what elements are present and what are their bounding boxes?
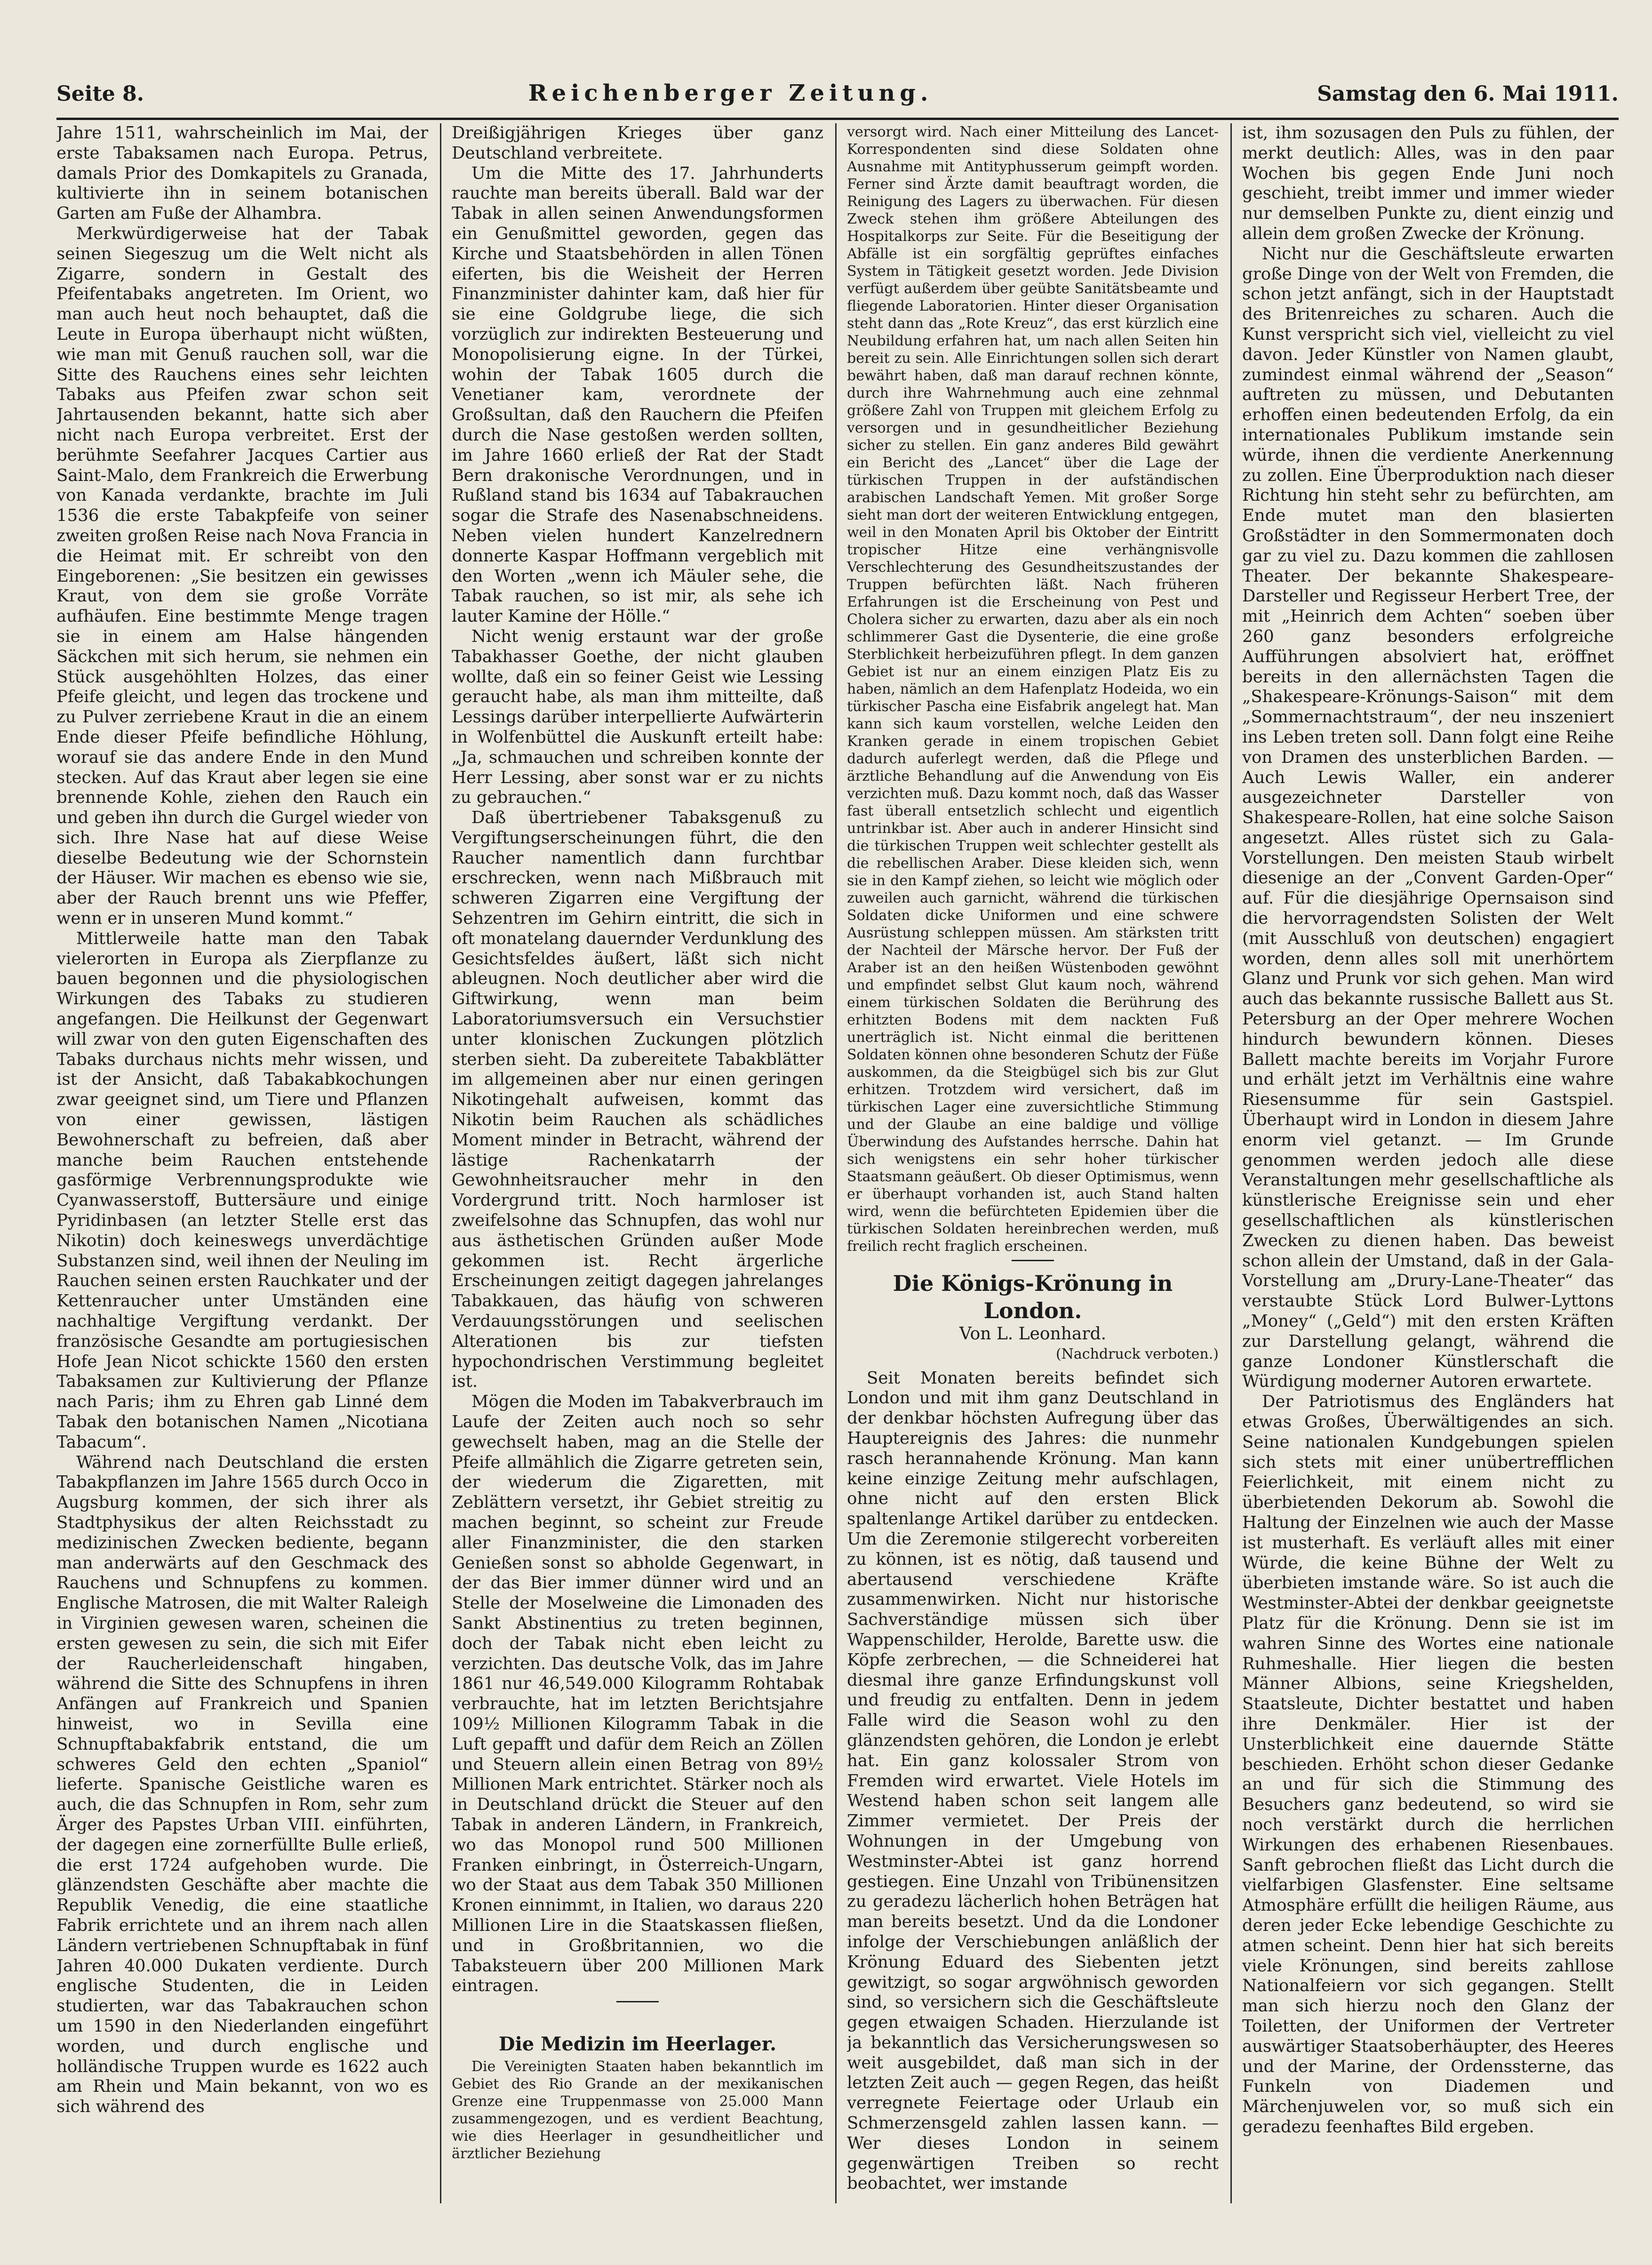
column-2 (452, 123, 823, 2203)
paragraph: Nicht wenig erstaunt war der große Tabakhasser Goethe, der nicht glauben wollte, daß ein so feiner Geist wie Lessing geraucht habe, als man ihm mitteilte, daß Lessings darüber interpellierte Aufwärterin in Wolfenbüttel die Auskunft erteilt habe: „Ja, schmauchen und schreiben konnte der Herr Lessing, aber sonst war er zu nichts zu gebrauchen.“ (452, 626, 823, 808)
page-number: Seite 8. (56, 82, 144, 106)
column-3 (847, 123, 1219, 2203)
paragraph: Merkwürdigerweise hat der Tabak seinen Siegeszug um die Welt nicht als Zigarre, sondern in Gestalt des Pfeifentabaks angetreten. Im Orient, wo man auch heut noch behauptet, daß die Leute in Europa überhaupt nicht wüßten, wie man mit Genuß rauchen soll, war die Sitte des Rauchens eines sehr leichten Tabaks aus Pfeifen zwar schon seit Jahrtausenden bekannt, hatte sich aber nicht nach Europa verbreitet. Erst der berühmte Seefahrer Jacques Cartier aus Saint-Malo, dem Frankreich die Erwerbung von Kanada verdankte, brachte im Juli 1536 die erste Tabakpfeife von seiner zweiten großen Reise nach Nova Francia in die Heimat mit. Er schreibt von den Eingeborenen: „Sie besitzen ein gewisses Kraut, von dem sie große Vorräte aufhäufen. Eine bestimmte Menge tragen sie in einem am Halse hängenden Säckchen mit sich herum, sie nehmen ein Stück ausgehöhlten Holzes, das einer Pfeife gleicht, und legen das trockene und zu Pulver zerriebene Kraut in die an einem Ende dieser Pfeife befindliche Höhlung, worauf sie das andere Ende in den Mund stecken. Auf das Kraut aber legen sie eine brennende Kohle, ziehen den Rauch ein und geben ihn durch die Gurgel wieder von sich. Ihre Nase hat auf diese Weise dieselbe Bedeutung wie der Schornstein der Häuser. Wir machen es ebenso wie sie, aber der Rauch brennt uns wie Pfeffer, wenn er in unseren Mund kommt.“ (56, 224, 428, 928)
paragraph: Dreißigjährigen Krieges über ganz Deutschland verbreitete. (452, 123, 823, 163)
header-rule (56, 118, 1619, 120)
column-divider (835, 123, 837, 2203)
paragraph: Seit Monaten bereits befindet sich London und mit ihm ganz Deutschland in der denkbar höchsten Aufregung über das Hauptereignis des Jahres: die nunmehr rasch herannahende Krönung. Man kann keine einzige Zeitung mehr aufschlagen, ohne nicht auf den ersten Blick spaltenlange Artikel darüber zu entdecken. Um die Zeremonie stilgerecht vorbereiten zu können, ist es nötig, daß tausend und abertausend verschiedene Kräfte zusammenwirken. Nicht nur historische Sachverständige müssen sich über Wappenschilder, Herolde, Barette usw. die Köpfe zerbrechen, — die Schneiderei hat diesmal ihre ganze Erfindungskunst voll und freudig zu entfalten. Denn in jedem Falle wird die Season wohl zu den glänzendsten gehören, die London je erlebt hat. Ein ganz kolossaler Strom von Fremden wird erwartet. Viele Hotels im Westend haben schon seit langem alle Zimmer vermietet. Der Preis der Wohnungen in der Umgebung von Westminster-Abtei ist ganz horrend gestiegen. Eine Unzahl von Tribünensitzen zu geradezu lächerlich hohen Beträgen hat man bereits besetzt. Und da die Londoner infolge der Verschiebungen anläßlich der Krönung Eduard des Siebenten jetzt gewitzigt, so sogar argwöhnisch geworden sind, so versichern sich die Geschäftsleute gegen etwaigen Schaden. Hierzulande ist ja bekanntlich das Versicherungswesen so weit ausgebildet, daß man sich in der letzten Zeit auch — gegen Regen, das heißt verregnete Feiertage oder Urlaub ein Schmerzensgeld zahlen lassen kann. — Wer dieses London in seinem gegenwärtigen Treiben so recht beobachtet, wer imstande (847, 1368, 1219, 2193)
article-byline: Von L. Leonhard. (959, 1324, 1107, 1344)
section-rule (616, 2001, 659, 2002)
newspaper-title: Reichenberger Zeitung. (528, 80, 933, 106)
paragraph: Daß übertriebener Tabaksgenuß zu Vergiftungserscheinungen führt, die den Raucher namentlich dann furchtbar erschrecken, wenn nach Mißbrauch mit schweren Zigarren eine Vergiftung der Sehzentren im Gehirn eintritt, die sich in oft monatelang dauernder Verdunklung des Gesichtsfeldes äußert, läßt sich nicht ableugnen. Noch deutlicher aber wird die Giftwirkung, wenn man beim Laboratoriumsversuch ein Versuchstier unter klonischen Zuckungen plötzlich sterben sieht. Da zubereitete Tabakblätter im allgemeinen aber nur einen geringen Nikotingehalt aufweisen, kommt das Nikotin beim Rauchen als schädliches Moment minder in Betracht, während der lästige Rachenkatarrh der Gewohnheitsraucher mehr in den Vordergrund tritt. Noch harmloser ist zweifelsohne das Schnupfen, das wohl nur aus ästhetischen Gründen außer Mode gekommen ist. Recht ärgerliche Erscheinungen zeitigt dagegen jahrelanges Tabakkauen, das häufig von schweren Verdauungsstörungen und seelischen Alterationen bis zur tiefsten hypochondrischen Verstimmung begleitet ist. (452, 808, 823, 1392)
column-divider (440, 123, 441, 2203)
reprint-note: (Nachdruck verboten.) (1055, 1345, 1219, 1362)
paragraph: Jahre 1511, wahrscheinlich im Mai, der erste Tabaksamen nach Europa. Petrus, damals Prior des Domkapitels zu Granada, kultivierte ihn in seinem botanischen Garten am Fuße der Alhambra. (56, 123, 428, 224)
paragraph: Um die Mitte des 17. Jahrhunderts rauchte man bereits überall. Bald war der Tabak in allen seinen Anwendungsformen ein Genußmittel geworden, gegen das Kirche und Staatsbehörden in allen Tönen eiferten, bis die Weisheit der Herren Finanzminister dahinter kam, daß hier für sie eine Goldgrube liege, die sich vorzüglich zur indirekten Besteuerung und Monopolisierung eigne. In der Türkei, wohin der Tabak 1605 durch die Venetianer kam, verordnete der Großsultan, daß den Rauchern die Pfeifen durch die Nase gestoßen werden sollten, im Jahre 1660 erließ der Rat der Stadt Bern drakonische Verordnungen, und in Rußland stand bis 1634 auf Tabakrauchen sogar die Strafe des Nasenabschneidens. Neben vielen hundert Kanzelrednern donnerte Kaspar Hoffmann vergeblich mit den Worten „wenn ich Mäuler sehe, die Tabak rauchen, so ist mir, als sehe ich lauter Kamine der Hölle.“ (452, 163, 823, 626)
paragraph: Mittlerweile hatte man den Tabak vielerorten in Europa als Zierpflanze zu bauen begonnen und die physiologischen Wirkungen des Tabaks zu studieren angefangen. Die Heilkunst der Gegenwart will zwar von den guten Eigenschaften des Tabaks durchaus nichts mehr wissen, und ist der Ansicht, daß Tabakabkochungen zwar geeignet sind, um Tiere und Pflanzen von einer gewissen, lästigen Bewohnerschaft zu befreien, daß aber manche beim Rauchen entstehende gasförmige Verbrennungsprodukte wie Cyanwasserstoff, Buttersäure und einige Pyridinbasen (an letzter Stelle erst das Nikotin) doch keineswegs unverdächtige Substanzen sind, weil ihnen der Neuling im Rauchen seinen ersten Rauchkater und der Kettenraucher unter Umständen eine nachhaltige Vergiftung verdankt. Der französische Gesandte am portugiesischen Hofe Jean Nicot schickte 1560 den ersten Tabaksamen zur Kultivierung der Pflanze nach Paris; ihm zu Ehren gab Linné dem Tabak den botanischen Namen „Nicotiana Tabacum“. (56, 928, 428, 1452)
column-divider (1230, 123, 1232, 2203)
issue-date: Samstag den 6. Mai 1911. (1317, 82, 1619, 106)
paragraph: Der Patriotismus des Engländers hat etwas Großes, Überwältigendes an sich. Seine nationalen Kundgebungen spielen sich stets mit einer unübertrefflichen Feierlichkeit, mit einem nicht zu überbietenden Dekorum ab. Sowohl die Haltung der Einzelnen wie auch der Masse ist musterhaft. Es verläuft alles mit einer Würde, die keine Bühne der Welt zu überbieten imstande wäre. So ist auch die Westminster-Abtei der denkbar geeignetste Platz für die Krönung. Denn sie ist im wahren Sinne des Wortes eine nationale Ruhmeshalle. Hier liegen die besten Männer Albions, seine Kriegshelden, Staatsleute, Dichter bestattet und haben ihre Denkmäler. Hier ist der Unsterblichkeit eine dauernde Stätte beschieden. Erhöht schon dieser Gedanke an und für sich die Stimmung des Besuchers ganz bedeutend, so wird sie noch verstärkt durch die herrlichen Wirkungen des erhabenen Riesenbaues. Sanft gebrochen fließt das Licht durch die vielfarbigen Glasfenster. Eine seltsame Atmosphäre erfüllt die heiligen Räume, aus deren jeder Ecke lebendige Geschichte zu atmen scheint. Denn hier hat sich bereits viele Krönungen, sind bereits zahllose Nationalfeiern vor sich gegangen. Stellt man sich hierzu noch den Glanz der Toiletten, der Uniformen der Vertreter auswärtiger Staatsoberhäupter, des Heeres und der Marine, der Ordenssterne, das Funkeln von Diademen und Märchenjuwelen vor, so muß sich ein geradezu feenhaftes Bild ergeben. (1242, 1392, 1614, 2137)
article-heading-medicine: Die Medizin im Heerlager. (498, 2033, 777, 2056)
article-heading-coronation: Die Königs-Krönung in London. (893, 1271, 1173, 1323)
page-header (56, 80, 1619, 113)
paragraph: Nicht nur die Geschäftsleute erwarten große Dinge von der Welt von Fremden, die schon jetzt anfängt, sich in der Hauptstadt des Britenreiches zu scharen. Auch die Kunst verspricht sich viel, vielleicht zu viel davon. Jeder Künstler von Namen glaubt, zumindest einmal während der „Season“ auftreten zu müssen, und Debutanten erhoffen einen bedeutenden Erfolg, da ein internationales Publikum imstande sein würde, ihnen die verdiente Anerkennung zu zollen. Eine Überproduktion nach dieser Richtung hin steht sehr zu befürchten, am Ende mutet man den blasierten Großstädter in den Sommermonaten doch gar zu viel zu. Dazu kommen die zahllosen Theater. Der bekannte Shakespeare-Darsteller und Regisseur Herbert Tree, der mit „Heinrich dem Achten“ soeben über 260 ganz besonders erfolgreiche Aufführungen absolviert hat, eröffnet bereits in den allernächsten Tagen die „Shakespeare-Krönungs-Saison“ mit dem „Sommernachtstraum“, der neu inszeniert ins Leben treten soll. Dann folgt eine Reihe von Dramen des unsterblichen Barden. — Auch Lewis Waller, ein anderer ausgezeichneter Darsteller von Shakespeare-Rollen, hat eine solche Saison angesetzt. Alles rüstet sich zu Gala-Vorstellungen. Den meisten Staub wirbelt diesenige an der „Convent Garden-Oper“ auf. Für die diesjährige Opernsaison sind die hervorragendsten Solisten der Welt (mit Ausschluß von deutschen) engagiert worden, denn alles soll mit unerhörtem Glanz und Prunk vor sich gehen. Man wird auch das bekannte russische Ballett aus St. Petersburg an der Oper mehrere Wochen hindurch bewundern können. Dieses Ballett machte bereits im Vorjahr Furore und erhält jetzt im Verhältnis eine wahre Riesensumme für sein Gastspiel. Überhaupt wird in London in diesem Jahre enorm viel getanzt. — Im Grunde genommen werden jedoch alle diese Veranstaltungen mehr gesellschaftliche als künstlerische Ereignisse sein und eher gesellschaftlichen als künstlerischen Zwecken zu dienen haben. Das beweist schon allein der Umstand, daß in der Gala-Vorstellung am „Drury-Lane-Theater“ das verstaubte Stück Lord Bulwer-Lyttons „Money“ („Geld“) mit den ersten Kräften zur Darstellung gelangt, während die ganze Londoner Künstlerschaft die Würdigung moderner Autoren erwartete. (1242, 244, 1614, 1392)
paragraph: versorgt wird. Nach einer Mitteilung des Lancet-Korrespondenten sind diese Soldaten ohne Ausnahme mit Antityphusserum geimpft worden. Ferner sind Ärzte damit beauftragt worden, die Reinigung des Lagers zu überwachen. Für diesen Zweck stehen ihm größere Abteilungen des Hospitalkorps zur Seite. Für die Beseitigung der Abfälle ist ein sorgfältig geprüftes einfaches System in Tätigkeit gesetzt worden. Jede Division verfügt außerdem über geübte Sanitätsbeamte und fliegende Laboratorien. Hinter dieser Organisation steht dann das „Rote Kreuz“, das erst kürzlich eine Neubildung erfahren hat, um nach allen Seiten hin bereit zu sein. Alle Einrichtungen sollen sich derart bewährt haben, daß man darauf rechnen könnte, durch ihre Wahrnehmung auch eine zehnmal größere Zahl von Truppen mit gleichem Erfolg zu versorgen und in gesundheitlicher Beziehung sicher zu stellen. Ein ganz anderes Bild gewährt ein Bericht des „Lancet“ über die Lage der türkischen Truppen in der aufständischen arabischen Landschaft Yemen. Mit großer Sorge sieht man dort der weiteren Entwicklung entgegen, weil in den Monaten April bis Oktober der Eintritt tropischer Hitze eine verhängnisvolle Verschlechterung des Gesundheitszustandes der Truppen befürchten läßt. Nach früheren Erfahrungen ist die Erscheinung von Pest und Cholera sicher zu erwarten, dazu aber als ein noch schlimmerer Gast die Dysenterie, die eine große Sterblichkeit herbeizuführen pflegt. In dem ganzen Gebiet ist nur an einem einzigen Platz Eis zu haben, nämlich an dem Hafenplatz Hodeida, wo ein türkischer Pascha eine Eisfabrik angelegt hat. Man kann sich kaum vorstellen, welche Leiden den Kranken gerade in einem tropischen Gebiet dadurch auferlegt werden, daß die Pflege und ärztliche Behandlung auf die Anwendung von Eis verzichten muß. Dazu kommt noch, daß das Wasser fast überall entsetzlich schlecht und eigentlich untrinkbar ist. Aber auch in anderer Hinsicht sind die türkischen Truppen weit schlechter gestellt als die rebellischen Araber. Diese kleiden sich, wenn sie in den Kampf ziehen, so leicht wie möglich oder zuweilen auch garnicht, während die türkischen Soldaten dicke Uniformen und eine schwere Ausrüstung schleppen müssen. Am stärksten tritt der Nachteil der Märsche hervor. Der Fuß der Araber ist an den heißen Wüstenboden gewöhnt und empfindet selbst Glut kaum noch, während einem türkischen Soldaten die Berührung des erhitzten Bodens mit dem nackten Fuß unerträglich ist. Nicht einmal die berittenen Soldaten können ohne besonderen Schutz der Füße auskommen, da die Steigbügel sich bis zur Glut erhitzen. Trotzdem wird versichert, daß im türkischen Lager eine zuversichtliche Stimmung und der Glaube an eine baldige und völlige Überwindung des Aufstandes herrsche. Dahin hat sich wenigstens ein sehr hoher türkischer Staatsmann geäußert. Ob dieser Optimismus, wenn er überhaupt vorhanden ist, auch Stand halten wird, wenn die befürchteten Epidemien über die türkischen Soldaten hereinbrechen werden, muß freilich recht fraglich erscheinen. (847, 124, 1219, 1255)
paragraph: Mögen die Moden im Tabakverbrauch im Laufe der Zeiten auch noch so sehr gewechselt haben, mag an die Stelle der Pfeife allmählich die Zigarre getreten sein, der wiederum die Zigaretten, mit Zeblättern versetzt, ihr Gebiet streitig zu machen beginnt, so scheint zur Freude aller Finanzminister, die den starken Genießen sonst so abholde Gegenwart, in der das Bier immer dünner wird und an Stelle der Moselweine die Limonaden des Sankt Abstinentius zu treten beginnen, doch der Tabak nicht eben leicht zu verzichten. Das deutsche Volk, das im Jahre 1861 nur 46,549.000 Kilogramm Rohtabak verbrauchte, hat im letzten Berichtsjahre 109½ Millionen Kilogramm Tabak in die Luft gepafft und dafür dem Reich an Zöllen und Steuern allein einen Betrag von 89½ Millionen Mark entrichtet. Stärker noch als in Deutschland drückt die Steuer auf den Tabak in anderen Ländern, in Frankreich, wo das Monopol rund 500 Millionen Franken einbringt, in Österreich-Ungarn, wo der Staat aus dem Tabak 350 Millionen Kronen einnimmt, in Italien, wo daraus 220 Millionen Lire in die Staatskassen fließen, und in Großbritannien, wo die Tabaksteuern über 200 Millionen Mark eintragen. (452, 1392, 823, 1996)
column-1 (56, 123, 428, 2203)
paragraph: Die Vereinigten Staaten haben bekanntlich im Gebiet des Rio Grande an der mexikanischen Grenze eine Truppenmasse von 25.000 Mann zusammengezogen, und es verdient Beachtung, wie dies Heerlager in gesundheitlicher und ärztlicher Beziehung (452, 2058, 823, 2162)
paragraph: Während nach Deutschland die ersten Tabakpflanzen im Jahre 1565 durch Occo in Augsburg kommen, der sich ihrer als Stadtphysikus der alten Reichsstadt zu medizinischen Zwecken bediente, begann man anderwärts auf den Geschmack des Rauchens und Schnupfens zu kommen. Englische Matrosen, die mit Walter Raleigh in Virginien gewesen waren, scheinen die ersten gewesen zu sein, die sich mit Eifer der Raucherleidenschaft hingaben, während die Sitte des Schnupfens in ihren Anfängen auf Frankreich und Spanien hinweist, wo in Sevilla eine Schnupftabakfabrik entstand, die um schweres Geld den echten „Spaniol“ lieferte. Spanische Geistliche waren es auch, die das Schnupfen in Rom, sehr zum Ärger des Papstes Urban VIII. einführten, der dagegen eine zornerfüllte Bulle erließ, die erst 1724 aufgehoben wurde. Die glänzendsten Geschäfte aber machte die Republik Venedig, die eine staatliche Fabrik errichtete und an ihrem nach allen Ländern vertriebenen Schnupftabak in fünf Jahren 40.000 Dukaten verdiente. Durch englische Studenten, die in Leiden studierten, war das Tabakrauchen schon um 1590 in den Niederlanden eingeführt worden, und durch englische und holländische Truppen wurde es 1622 auch am Rhein und Main bekannt, von wo es sich während des (56, 1452, 428, 2117)
column-4 (1242, 123, 1614, 2203)
paragraph: ist, ihm sozusagen den Puls zu fühlen, der merkt deutlich: Alles, was in den paar Wochen bis gegen Ende Juni noch geschieht, treibt immer und immer wieder nur demselben Punkte zu, dient einzig und allein dem großen Zwecke der Krönung. (1242, 123, 1614, 243)
section-rule (1012, 1260, 1054, 1261)
